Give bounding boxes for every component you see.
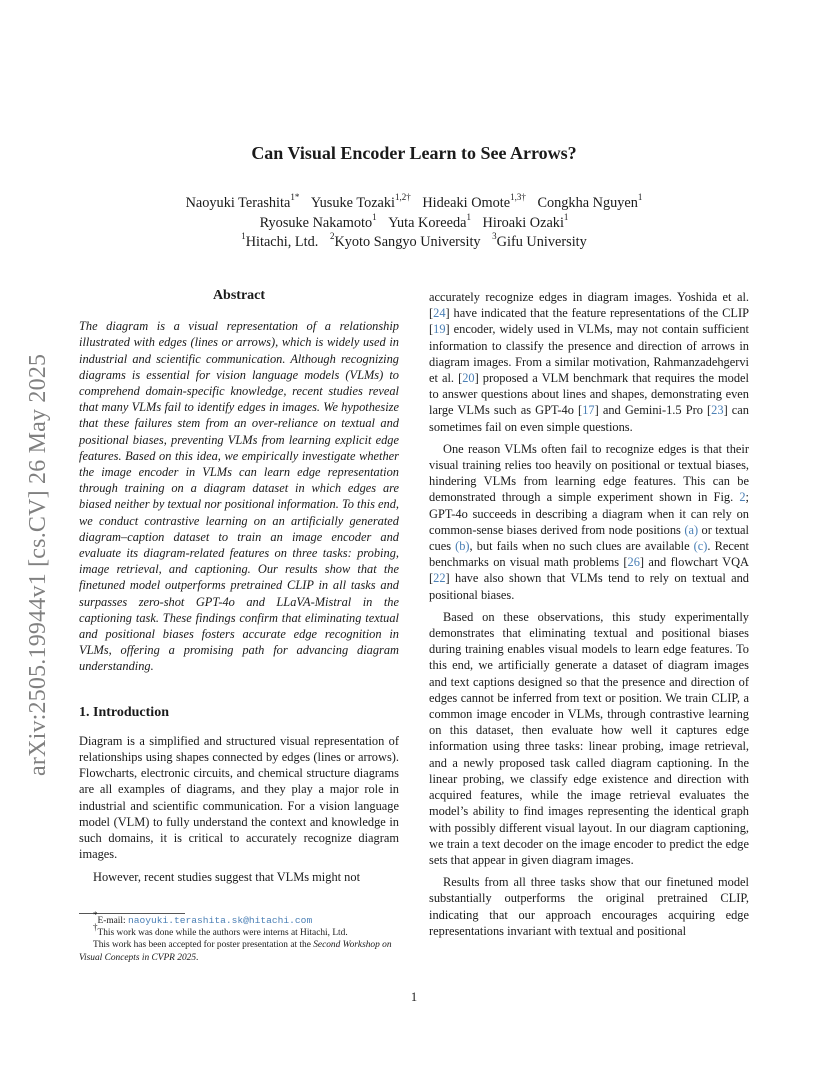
- footnote-intern: †This work was done while the authors were interns at Hitachi, Ltd.: [93, 922, 348, 939]
- citation-link[interactable]: 26: [627, 555, 640, 570]
- arxiv-identifier-stamp: [16, 296, 52, 776]
- author: Hideaki Omote$^{1,3\dagger}$: [422, 192, 526, 211]
- abstract-text: The diagram is a visual representation of a relationship illustrated with edges (lines or arrows), which is widely used in industrial and scientific communication. Although recognizing diagrams is essential for vision language models (VLMs) to comprehend domain-specific knowledge, recent studies reveal that many VLMs fail to identify edges in images. We hypothesize that these failures stem from an over-reliance on textual and positional biases, preventing VLMs from learning explicit edge features. Based on this idea, we empirically investigate whether the image encoder in VLMs can learn edge representation through training on a diagram dataset in which edges are biased neither by textual nor positional information. To this end, we conduct contrastive learning on an artificially generated diagram–caption dataset to train an image encoder and evaluate its diagram-related features on three tasks: probing, image retrieval, and captioning. Our results show that the finetuned model outperforms pretrained CLIP in all tasks and surpasses zero-shot GPT-4o and LLaVA-Mistral in the captioning task. These findings confirm that eliminating textual and positional biases fosters accurate edge recognition in VLMs, offering a promising path for advancing diagram understanding.: [79, 319, 399, 674]
- paper-title: Can Visual Encoder Learn to See Arrows?: [251, 143, 577, 163]
- citation-link[interactable]: 23: [711, 403, 724, 418]
- subfigure-link[interactable]: (b): [455, 539, 470, 554]
- author: Yusuke Tozaki$^{1,2\dagger}$: [310, 192, 411, 211]
- intro-paragraph-2: However, recent studies suggest that VLMs might not: [93, 869, 361, 884]
- figure-link[interactable]: 2: [739, 490, 746, 505]
- affiliations: [100, 231, 728, 251]
- author-line-1: [100, 192, 728, 212]
- right-column: [429, 289, 749, 945]
- author: Hiroaki Ozaki$^1$: [482, 212, 569, 231]
- footnotes: [79, 909, 399, 964]
- author: Ryosuke Nakamoto$^1$: [259, 212, 377, 231]
- citation-link[interactable]: 17: [582, 403, 595, 418]
- citation-link[interactable]: 19: [433, 322, 446, 337]
- intro-paragraph-1: Diagram is a simplified and structured visual representation of relationships using shapes connected by edges (lines or arrows). Flowcharts, electronic circuits, and chemical structure diagrams are all examples of diagrams, and they play a major role in industrial and scientific communication. For a vision language model (VLM) to fully understand the context and knowledge in such domains, it is critical to accurately recognize diagram images.: [79, 733, 399, 862]
- author-line-2: [100, 212, 728, 232]
- author: Naoyuki Terashita$^{1*}$: [185, 192, 300, 211]
- citation-link[interactable]: 22: [433, 571, 446, 586]
- affiliation: $^3$Gifu University: [492, 231, 587, 250]
- affiliation: $^2$Kyoto Sangyo University: [329, 231, 481, 250]
- right-paragraph-2: One reason VLMs often fail to recognize edges is that their visual training relies too heavily on positional or textual biases, hindering VLMs from learning edge features. This can be demonstrated through a simple experiment shown in Fig. 2; GPT-4o succeeds in describing a diagram when it can rely on common-sense biases derived from node positions (a) or textual cues (b), but fails when no such clues are available (c). Recent benchmarks on visual math problems [26] and flowchart VQA [22] have also shown that VLMs tend to rely on textual and positional biases.: [429, 441, 750, 602]
- affiliation: $^1$Hitachi, Ltd.: [241, 231, 319, 250]
- email-link[interactable]: naoyuki.terashita.sk@hitachi.com: [127, 915, 313, 926]
- abstract-heading: Abstract: [212, 288, 266, 303]
- author: Yuta Koreeda$^1$: [388, 212, 471, 231]
- citation-link[interactable]: 24: [433, 306, 446, 321]
- right-paragraph-1: accurately recognize edges in diagram images. Yoshida et al. [24] have indicated that the feature representations of the CLIP [19] encoder, widely used in VLMs, may not contain sufficient information to classify the presence and direction of arrows in diagram images. From a similar motivation, Rahmanzadehgervi et al. [20] proposed a VLM benchmark that requires the model to answer questions about lines and shapes, demonstrating even large VLMs such as GPT-4o [17] and Gemini-1.5 Pro [23] can sometimes fail on even simple questions.: [429, 290, 750, 434]
- left-column: [79, 288, 399, 891]
- right-paragraph-4: Results from all three tasks show that our finetuned model substantially outperforms the original pretrained CLIP, indicating that our approach encourages acquiring edge representations invariant with textual and positional: [429, 875, 749, 938]
- arxiv-identifier-text: arXiv:2505.19944v1 [cs.CV] 26 May 2025: [25, 353, 51, 776]
- footnote-acceptance: This work has been accepted for poster presentation at the Second Workshop on Visual Concepts in CVPR 2025.: [79, 940, 392, 963]
- right-paragraph-3: Based on these observations, this study experimentally demonstrates that eliminating textual and positional biases during training enables visual models to learn edge features. To this end, we artificially generate a dataset of diagram images and text captions designed so that the presence and direction of edges cannot be inferred from text or position. We train CLIP, a common image encoder in VLMs, through contrastive learning on this dataset, then evaluate how well it captures edge information using three tasks: linear probing, image retrieval, and a newly proposed task called diagram captioning. In the linear probing, we classify edge existence and direction with acquired features, while the image retrieval evaluates the model’s ability to find images representing the identical graph with possibly different visual layout. In our diagram captioning, we train a text decoder on the image encoder to predict the edge sets that appear in given diagram images.: [429, 609, 749, 867]
- citation-link[interactable]: 20: [462, 371, 475, 386]
- page-number: 1: [410, 990, 418, 1004]
- footnote-email: *E-mail: naoyuki.terashita.sk@hitachi.com: [93, 909, 313, 926]
- author: Congkha Nguyen$^1$: [537, 192, 643, 211]
- subfigure-link[interactable]: (a): [684, 522, 699, 537]
- section-heading-introduction: 1. Introduction: [79, 704, 169, 720]
- subfigure-link[interactable]: (c): [693, 539, 708, 554]
